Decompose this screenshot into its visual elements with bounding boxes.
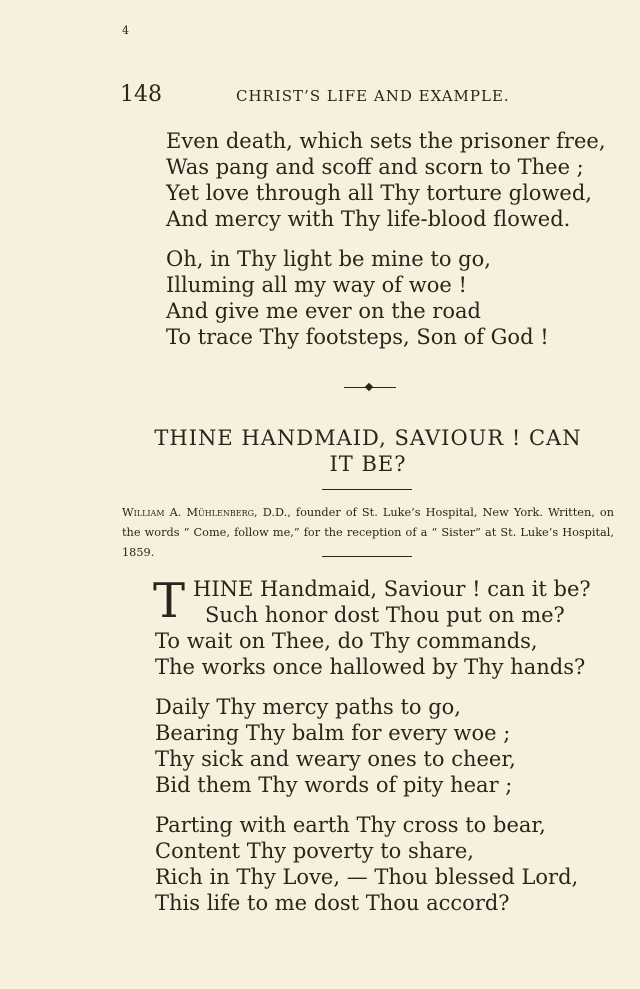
page-number: 148	[120, 82, 162, 107]
poem-stanza	[166, 128, 606, 232]
poem-line: Parting with earth Thy cross to bear,	[155, 813, 546, 837]
poem-line: Yet love through all Thy torture glowed,	[166, 181, 592, 205]
poem-line: Bearing Thy balm for every woe ;	[155, 721, 511, 745]
hymn-title	[128, 425, 608, 477]
hymn-stanza	[155, 812, 578, 916]
ornament-diamond	[365, 383, 373, 391]
poem-line: Such honor dost Thou put on me?	[205, 603, 565, 627]
poem-line: To wait on Thee, do Thy commands,	[155, 629, 538, 653]
poem-line: Content Thy poverty to share,	[155, 839, 474, 863]
hymn-title-line: IT BE?	[329, 452, 407, 476]
page-header	[120, 82, 520, 107]
title-rule	[322, 489, 412, 490]
hymn-stanza	[153, 573, 591, 680]
poem-line: Thy sick and weary ones to cheer,	[155, 747, 516, 771]
poem-line: And give me ever on the road	[166, 299, 481, 323]
poem-line: This life to me dost Thou accord?	[155, 891, 510, 915]
poem-line: And mercy with Thy life-blood flowed.	[166, 207, 571, 231]
poem-line: Bid them Thy words of pity hear ;	[155, 773, 513, 797]
poem-line: The works once hallowed by Thy hands?	[155, 655, 586, 679]
drop-cap: T	[153, 573, 186, 629]
running-head: CHRIST’S LIFE AND EXAMPLE.	[236, 87, 510, 105]
page-mark: 4	[122, 24, 129, 37]
poem-line: Rich in Thy Love, — Thou blessed Lord,	[155, 865, 579, 889]
hymn-attribution	[122, 503, 614, 563]
attribution-rule	[322, 556, 412, 557]
poem-line: To trace Thy footsteps, Son of God !	[166, 325, 549, 349]
attribution-author: William A. Mühlenberg,	[122, 506, 258, 519]
hymn-title-line: THINE HANDMAID, SAVIOUR ! CAN	[154, 426, 582, 450]
section-ornament	[344, 383, 396, 393]
attribution-text: D.D., founder of St. Luke’s Hospital, New York. Written, on the words “ Come, follow me,” for the reception of a “ Sister” at St. Luke’s Hospital, 1859.	[122, 506, 614, 559]
poem-stanza	[166, 246, 549, 350]
first-line-text: HINE Handmaid, Saviour ! can it be?	[193, 577, 591, 601]
poem-line: Daily Thy mercy paths to go,	[155, 695, 461, 719]
poem-line: Even death, which sets the prisoner free,	[166, 129, 606, 153]
poem-line: Oh, in Thy light be mine to go,	[166, 247, 491, 271]
poem-line: Illuming all my way of woe !	[166, 273, 467, 297]
hymn-stanza	[155, 694, 516, 798]
poem-line: Was pang and scoff and scorn to Thee ;	[166, 155, 584, 179]
